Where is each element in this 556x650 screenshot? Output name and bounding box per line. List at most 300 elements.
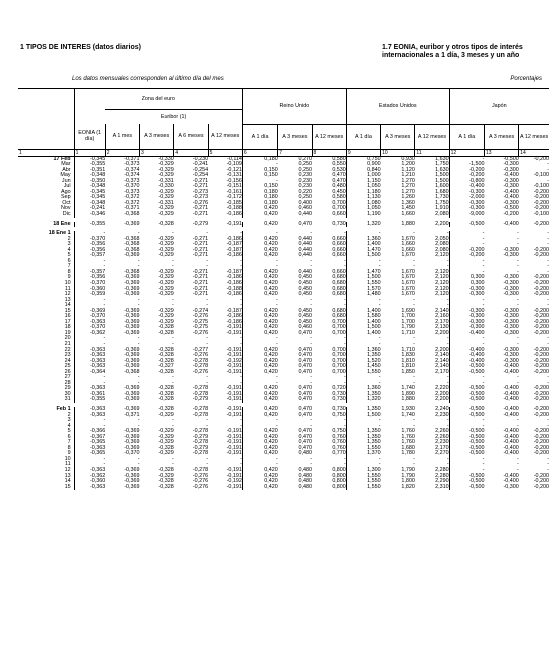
- column-number: 3: [140, 149, 174, 156]
- row-label: [18, 485, 74, 491]
- table-cell: -: [346, 342, 380, 348]
- table-cell: -: [413, 296, 415, 303]
- column-number: 14: [519, 149, 549, 156]
- table-cell: -0,187: [226, 268, 242, 275]
- row-label-text: 16: [64, 313, 71, 320]
- table-cell: 0,760: [332, 439, 346, 446]
- interest-rates-table: [18, 88, 549, 490]
- table-cell: -: [547, 230, 549, 237]
- table-cell: 1,730: [435, 194, 449, 201]
- table-cell: -: [242, 462, 277, 468]
- table-cell: 2,200: [435, 346, 449, 353]
- table-cell: -: [344, 296, 346, 303]
- table-cell: -: [310, 379, 313, 386]
- table-cell: 2,170: [435, 444, 449, 451]
- table-cell: -0,200: [449, 168, 484, 174]
- table-cell: 0,250: [298, 166, 313, 173]
- table-cell: -0,356: [74, 242, 105, 248]
- table-cell: -0,185: [226, 199, 242, 206]
- table-cell: -0,300: [449, 287, 484, 293]
- table-cell: -0,374: [124, 172, 140, 179]
- table-cell: 1,270: [401, 177, 415, 184]
- table-cell: 2,120: [435, 252, 449, 259]
- table-cell: 2,120: [435, 268, 449, 275]
- table-cell: 0,750: [346, 156, 380, 162]
- table-cell: -: [172, 257, 174, 264]
- row-label-text: 14: [64, 478, 71, 485]
- table-cell: 0,470: [332, 172, 346, 179]
- table-cell: -0,186: [226, 274, 242, 281]
- table-cell: -0,278: [192, 411, 209, 418]
- table-cell: 2,170: [435, 318, 449, 325]
- table-cell: -: [449, 336, 484, 342]
- table-cell: 0,420: [242, 314, 277, 320]
- table-cell: 0,180: [242, 190, 277, 196]
- table-cell: -: [137, 374, 140, 381]
- table-cell: -: [206, 417, 209, 424]
- table-cell: -: [449, 468, 484, 474]
- table-cell: -0,327: [158, 363, 174, 370]
- table-cell: 0,470: [298, 385, 313, 392]
- column-number: 7: [278, 149, 312, 156]
- table-cell: -0,186: [226, 313, 242, 320]
- table-cell: 0,750: [332, 411, 346, 418]
- table-cell: -: [446, 417, 449, 424]
- table-cell: -0,369: [124, 285, 140, 292]
- table-cell: -0,187: [226, 246, 242, 253]
- table-cell: -: [449, 462, 484, 468]
- table-cell: 1,910: [435, 205, 449, 212]
- column-number: 10: [381, 149, 415, 156]
- table-cell: 0,420: [242, 331, 277, 337]
- table-cell: -: [346, 424, 380, 430]
- table-cell: -0,329: [158, 313, 174, 320]
- table-cell: -0,370: [74, 237, 105, 243]
- row-label-text: 30: [64, 390, 71, 397]
- table-cell: -0,328: [158, 368, 174, 375]
- table-cell: -: [346, 381, 380, 387]
- table-cell: -0,369: [124, 252, 140, 259]
- table-cell: -0,191: [226, 406, 242, 413]
- table-cell: -0,328: [158, 220, 174, 227]
- table-cell: 1,500: [346, 253, 380, 259]
- table-cell: -2,000: [449, 195, 484, 201]
- table-cell: 0,420: [242, 407, 277, 413]
- table-cell: -0,400: [449, 359, 484, 365]
- table-cell: 2,200: [435, 329, 449, 336]
- table-cell: -0,300: [503, 352, 519, 359]
- table-cell: -0,369: [124, 439, 140, 446]
- table-cell: -: [516, 455, 519, 462]
- table-cell: 0,420: [242, 325, 277, 331]
- table-cell: -: [310, 296, 313, 303]
- table-cell: -0,368: [124, 246, 140, 253]
- table-cell: -0,329: [158, 472, 174, 479]
- table-cell: 0,420: [242, 248, 277, 254]
- table-cell: -0,329: [158, 235, 174, 242]
- table-cell: -: [344, 422, 346, 429]
- table-cell: -0,241: [74, 206, 105, 212]
- table-cell: -: [242, 264, 277, 270]
- table-cell: 1,350: [346, 429, 380, 435]
- table-cell: 1,500: [346, 325, 380, 331]
- table-cell: 0,660: [332, 252, 346, 259]
- table-cell: 0,680: [332, 291, 346, 298]
- table-cell: -0,328: [158, 352, 174, 359]
- table-cell: -0,363: [74, 468, 105, 474]
- table-cell: -: [344, 263, 346, 270]
- table-cell: -0,369: [124, 483, 140, 490]
- table-cell: -0,360: [74, 479, 105, 485]
- table-cell: 0,180: [242, 195, 277, 201]
- table-cell: -0,200: [503, 210, 519, 217]
- table-cell: -: [74, 264, 105, 270]
- table-cell: -: [346, 264, 380, 270]
- table-cell: -: [240, 296, 242, 303]
- table-cell: -: [242, 179, 277, 185]
- table-cell: 0,230: [298, 177, 313, 184]
- table-cell: 0,840: [346, 168, 380, 174]
- table-cell: -: [310, 302, 313, 309]
- table-cell: -0,368: [124, 268, 140, 275]
- table-cell: -0,273: [192, 188, 209, 195]
- table-cell: -0,372: [124, 194, 140, 201]
- table-cell: 0,420: [242, 237, 277, 243]
- table-cell: -: [242, 259, 277, 265]
- table-cell: -9,000: [449, 212, 484, 218]
- table-cell: -: [547, 374, 549, 381]
- table-cell: -0,151: [226, 183, 242, 190]
- row-label-text: Abr: [62, 166, 71, 173]
- table-cell: 0,440: [298, 252, 313, 259]
- table-cell: 0,730: [332, 396, 346, 403]
- table-cell: 2,240: [435, 406, 449, 413]
- group-euribor: Euribor (1): [105, 110, 242, 125]
- table-cell: 0,550: [332, 161, 346, 168]
- table-cell: -: [206, 341, 209, 347]
- table-cell: -0,278: [192, 467, 209, 474]
- row-label-text: 3: [67, 417, 71, 424]
- table-cell: 0,450: [332, 188, 346, 195]
- table-cell: -0,186: [226, 291, 242, 298]
- table-cell: 1,680: [435, 188, 449, 195]
- table-cell: 2,200: [435, 396, 449, 403]
- table-cell: -0,371: [124, 155, 140, 162]
- table-cell: -: [547, 263, 549, 270]
- table-cell: -0,329: [158, 291, 174, 298]
- table-row: [18, 485, 549, 491]
- table-cell: 0,800: [332, 472, 346, 479]
- table-cell: 1,260: [401, 194, 415, 201]
- table-cell: 1,050: [346, 206, 380, 212]
- table-cell: 0,440: [298, 241, 313, 248]
- table-cell: 0,420: [242, 485, 277, 491]
- table-cell: -: [242, 162, 277, 168]
- table-cell: -: [240, 374, 242, 381]
- table-cell: 2,280: [435, 472, 449, 479]
- table-cell: -: [516, 422, 519, 429]
- table-cell: 2,290: [435, 478, 449, 485]
- table-cell: -0,278: [192, 363, 209, 370]
- table-cell: -0,500: [503, 205, 519, 212]
- table-cell: -: [449, 264, 484, 270]
- table-cell: 1,850: [401, 368, 415, 375]
- units-note: Porcentajes: [510, 76, 542, 82]
- table-cell: 0,470: [298, 406, 313, 413]
- table-cell: 0,450: [298, 318, 313, 325]
- column-header: A 12 meses: [415, 124, 449, 149]
- table-cell: 1,890: [401, 390, 415, 397]
- table-cell: 0,760: [332, 444, 346, 451]
- table-cell: -0,200: [533, 363, 549, 370]
- table-cell: -: [344, 374, 346, 381]
- table-cell: 0,420: [242, 353, 277, 359]
- table-cell: -0,329: [158, 411, 174, 418]
- table-cell: 0,420: [242, 292, 277, 298]
- table-cell: 0,420: [242, 253, 277, 259]
- table-cell: -0,200: [449, 253, 484, 259]
- table-cell: -0,366: [74, 429, 105, 435]
- table-cell: -0,357: [74, 270, 105, 276]
- table-cell: -: [172, 422, 174, 429]
- table-cell: -0,363: [74, 386, 105, 392]
- page-title-right: 1.7 EONIA, euribor y otros tipos de interés internacionales a 1 día, 3 meses y un año: [382, 44, 523, 59]
- table-cell: 2,120: [435, 291, 449, 298]
- table-cell: 2,080: [435, 246, 449, 253]
- table-cell: -0,400: [503, 390, 519, 397]
- table-cell: 1,550: [346, 474, 380, 480]
- table-cell: -0,200: [533, 246, 549, 253]
- table-cell: 0,700: [332, 329, 346, 336]
- table-cell: 0,660: [332, 241, 346, 248]
- table-cell: -0,200: [533, 433, 549, 440]
- table-cell: -0,200: [533, 279, 549, 286]
- table-cell: 0,420: [242, 474, 277, 480]
- table-cell: -0,369: [124, 279, 140, 286]
- table-cell: -0,369: [124, 291, 140, 298]
- row-label-text: 10: [64, 279, 71, 286]
- table-cell: 2,140: [435, 363, 449, 370]
- table-cell: -0,300: [503, 346, 519, 353]
- table-cell: -0,279: [192, 444, 209, 451]
- table-cell: -: [547, 302, 549, 309]
- table-cell: -: [449, 418, 484, 424]
- table-cell: -0,346: [74, 212, 105, 218]
- table-cell: -0,369: [124, 390, 140, 397]
- table-cell: -0,369: [124, 329, 140, 336]
- table-cell: -: [240, 257, 242, 264]
- table-cell: -0,371: [124, 205, 140, 212]
- table-cell: 1,670: [401, 252, 415, 259]
- table-cell: -: [446, 374, 449, 381]
- table-cell: -0,400: [449, 348, 484, 354]
- table-cell: 1,550: [346, 485, 380, 491]
- table-cell: 1,670: [401, 274, 415, 281]
- table-cell: -0,329: [158, 268, 174, 275]
- table-cell: -: [449, 270, 484, 276]
- table-cell: -0,200: [533, 199, 549, 206]
- table-cell: 2,200: [435, 390, 449, 397]
- table-cell: 0,660: [332, 268, 346, 275]
- table-cell: 1,470: [346, 248, 380, 254]
- table-cell: -: [137, 455, 140, 462]
- table-cell: 1,200: [401, 161, 415, 168]
- table-cell: -: [547, 235, 549, 242]
- table-cell: -: [242, 298, 277, 304]
- table-cell: -: [344, 341, 346, 347]
- table-cell: 0,420: [242, 364, 277, 370]
- table-cell: -0,300: [449, 201, 484, 207]
- table-cell: -: [137, 302, 140, 309]
- table-cell: -0,500: [449, 370, 484, 376]
- table-cell: -0,200: [533, 274, 549, 281]
- table-cell: -0,328: [158, 385, 174, 392]
- table-cell: 1,400: [346, 320, 380, 326]
- table-cell: -0,200: [533, 357, 549, 364]
- table-cell: 1,600: [435, 183, 449, 190]
- table-cell: -: [310, 230, 313, 237]
- row-label-text: 26: [64, 368, 71, 375]
- table-cell: -0,200: [533, 313, 549, 320]
- row-label-text: 2: [67, 411, 71, 418]
- table-cell: -: [310, 257, 313, 264]
- table-cell: -0,200: [533, 472, 549, 479]
- table-cell: -0,328: [158, 324, 174, 331]
- table-cell: -0,200: [533, 307, 549, 314]
- table-cell: -0,400: [503, 368, 519, 375]
- table-cell: -0,200: [533, 285, 549, 292]
- table-cell: -0,328: [158, 478, 174, 485]
- column-header: A 12 meses: [312, 124, 346, 149]
- table-cell: 1,790: [401, 467, 415, 474]
- table-cell: -: [449, 242, 484, 248]
- table-cell: -0,345: [74, 195, 105, 201]
- table-cell: -0,348: [74, 184, 105, 190]
- table-cell: -0,400: [503, 406, 519, 413]
- table-cell: 0,420: [242, 309, 277, 315]
- row-label-text: Sep: [61, 194, 71, 201]
- table-cell: 0,420: [242, 359, 277, 365]
- table-cell: -0,191: [226, 385, 242, 392]
- table-cell: 0,470: [332, 177, 346, 184]
- table-cell: -: [310, 461, 313, 468]
- table-cell: -0,363: [74, 359, 105, 365]
- table-cell: -0,400: [503, 385, 519, 392]
- table-cell: -0,271: [192, 235, 209, 242]
- table-cell: -0,363: [74, 320, 105, 326]
- table-cell: -0,200: [533, 444, 549, 451]
- row-label-text: 28: [64, 379, 71, 386]
- row-label-text: 7: [67, 439, 71, 446]
- table-cell: -0,200: [533, 368, 549, 375]
- table-cell: -0,200: [533, 318, 549, 325]
- table-cell: 1,350: [346, 353, 380, 359]
- table-cell: 0,700: [332, 199, 346, 206]
- table-cell: -: [346, 375, 380, 381]
- table-cell: 0,680: [332, 285, 346, 292]
- table-cell: -0,367: [74, 435, 105, 441]
- row-label-text: Jun: [61, 177, 71, 184]
- row-label-text: Feb 1: [56, 406, 71, 413]
- table-cell: 0,400: [298, 199, 313, 206]
- table-cell: 0,750: [332, 428, 346, 435]
- table-cell: -0,400: [503, 439, 519, 446]
- table-cell: -0,300: [449, 314, 484, 320]
- table-cell: -: [242, 457, 277, 463]
- row-label-text: 6: [67, 433, 71, 440]
- table-cell: -0,345: [74, 156, 105, 162]
- table-cell: -0,361: [74, 392, 105, 398]
- row-label-text: 17: [64, 318, 71, 325]
- table-cell: -0,363: [74, 364, 105, 370]
- row-label-text: Oct: [62, 199, 71, 206]
- table-cell: 1,300: [346, 468, 380, 474]
- table-cell: -: [516, 230, 519, 237]
- table-cell: -0,191: [226, 411, 242, 418]
- table-cell: -: [206, 455, 209, 462]
- table-cell: -0,363: [74, 407, 105, 413]
- group-zona-euro: Zona del euro: [74, 89, 242, 110]
- table-cell: -: [240, 422, 242, 429]
- table-cell: 0,470: [298, 396, 313, 403]
- table-cell: -0,276: [192, 472, 209, 479]
- table-cell: 1,760: [401, 433, 415, 440]
- table-cell: 1,830: [401, 352, 415, 359]
- table-cell: -: [547, 268, 549, 275]
- table-cell: -0,275: [192, 318, 209, 325]
- table-cell: -: [446, 341, 449, 347]
- table-cell: -: [344, 461, 346, 468]
- table-cell: -0,329: [158, 318, 174, 325]
- table-cell: -: [137, 296, 140, 303]
- table-cell: -0,369: [124, 324, 140, 331]
- table-cell: 1,210: [401, 172, 415, 179]
- table-cell: 0,470: [298, 439, 313, 446]
- table-cell: 1,580: [346, 314, 380, 320]
- table-cell: -: [449, 303, 484, 309]
- table-cell: 1,670: [401, 285, 415, 292]
- table-cell: 0,440: [298, 268, 313, 275]
- table-cell: 0,530: [332, 166, 346, 173]
- table-cell: -0,300: [503, 285, 519, 292]
- table-cell: -0,300: [503, 318, 519, 325]
- table-cell: 0,470: [298, 428, 313, 435]
- table-cell: -0,300: [503, 161, 519, 168]
- table-cell: -0,200: [533, 478, 549, 485]
- table-cell: 1,570: [346, 287, 380, 293]
- table-cell: 1,190: [346, 212, 380, 218]
- table-cell: -: [516, 341, 519, 347]
- table-cell: -: [310, 417, 313, 424]
- table-cell: 1,660: [401, 241, 415, 248]
- table-cell: 0,800: [332, 478, 346, 485]
- table-cell: 0,480: [298, 467, 313, 474]
- table-cell: -0,368: [124, 368, 140, 375]
- table-cell: 0,420: [242, 451, 277, 457]
- table-cell: -0,369: [124, 428, 140, 435]
- table-cell: -0,186: [226, 210, 242, 217]
- table-cell: -: [240, 341, 242, 347]
- table-cell: 0,460: [298, 205, 313, 212]
- row-label-text: 18 Ene 1: [48, 230, 71, 237]
- table-cell: -: [446, 263, 449, 270]
- table-cell: -0,273: [192, 194, 209, 201]
- table-cell: -0,271: [192, 177, 209, 184]
- table-cell: -: [516, 268, 519, 275]
- table-cell: -: [446, 335, 449, 342]
- table-cell: -0,370: [124, 183, 140, 190]
- table-cell: -0,360: [74, 287, 105, 293]
